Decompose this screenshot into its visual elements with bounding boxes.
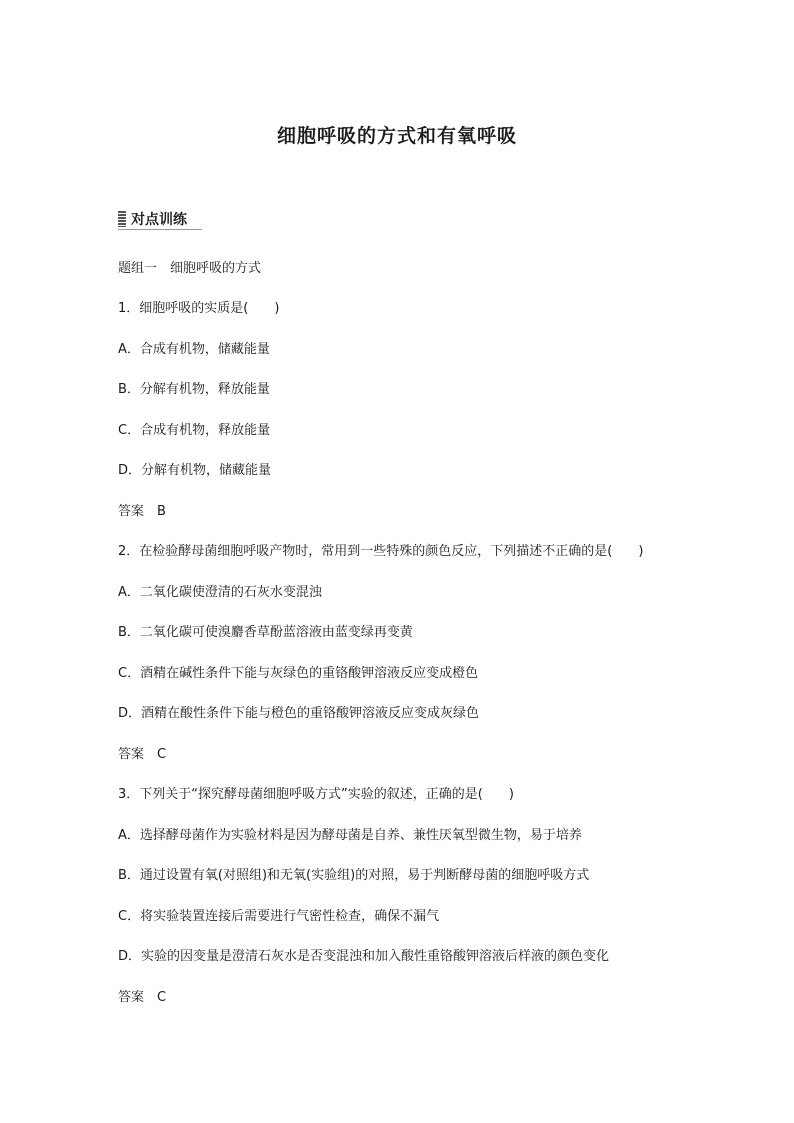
question-3-option-d: D．实验的因变量是澄清石灰水是否变混浊和加入酸性重铬酸钾溶液后样液的颜色变化 bbox=[118, 949, 610, 964]
section-label: 对点训练 bbox=[131, 212, 187, 228]
question-1-option-c: C．合成有机物，释放能量 bbox=[118, 423, 271, 438]
section-heading bbox=[118, 209, 202, 230]
question-2-option-d: D．酒精在酸性条件下能与橙色的重铬酸钾溶液反应变成灰绿色 bbox=[118, 706, 480, 721]
page-title: 细胞呼吸的方式和有氧呼吸 bbox=[276, 125, 517, 147]
question-3-stem: 3．下列关于“探究酵母菌细胞呼吸方式”实验的叙述，正确的是( ) bbox=[118, 787, 514, 802]
question-3-option-a: A．选择酵母菌作为实验材料是因为酵母菌是自养、兼性厌氧型微生物，易于培养 bbox=[118, 828, 582, 843]
question-2-stem: 2．在检验酵母菌细胞呼吸产物时，常用到一些特殊的颜色反应，下列描述不正确的是( ) bbox=[118, 544, 644, 559]
question-1-answer: 答案 B bbox=[118, 504, 166, 519]
question-1-option-d: D．分解有机物，储藏能量 bbox=[118, 463, 272, 478]
question-1-option-b: B．分解有机物，释放能量 bbox=[118, 382, 270, 397]
question-1-option-a: A．合成有机物，储藏能量 bbox=[118, 342, 270, 357]
question-2-answer: 答案 C bbox=[118, 747, 167, 762]
question-3-option-c: C．将实验装置连接后需要进行气密性检查，确保不漏气 bbox=[118, 909, 440, 924]
section-marker-icon bbox=[118, 211, 126, 227]
question-2-option-b: B．二氧化碳可使溴麝香草酚蓝溶液由蓝变绿再变黄 bbox=[118, 625, 413, 640]
question-2-option-c: C．酒精在碱性条件下能与灰绿色的重铬酸钾溶液反应变成橙色 bbox=[118, 666, 479, 681]
question-3-answer: 答案 C bbox=[118, 990, 167, 1005]
question-3-option-b: B．通过设置有氧(对照组)和无氧(实验组)的对照，易于判断酵母菌的细胞呼吸方式 bbox=[118, 868, 590, 883]
question-1-stem: 1．细胞呼吸的实质是( ) bbox=[118, 301, 280, 316]
question-2-option-a: A．二氧化碳使澄清的石灰水变混浊 bbox=[118, 585, 322, 600]
question-group-title: 题组一 细胞呼吸的方式 bbox=[118, 261, 262, 276]
